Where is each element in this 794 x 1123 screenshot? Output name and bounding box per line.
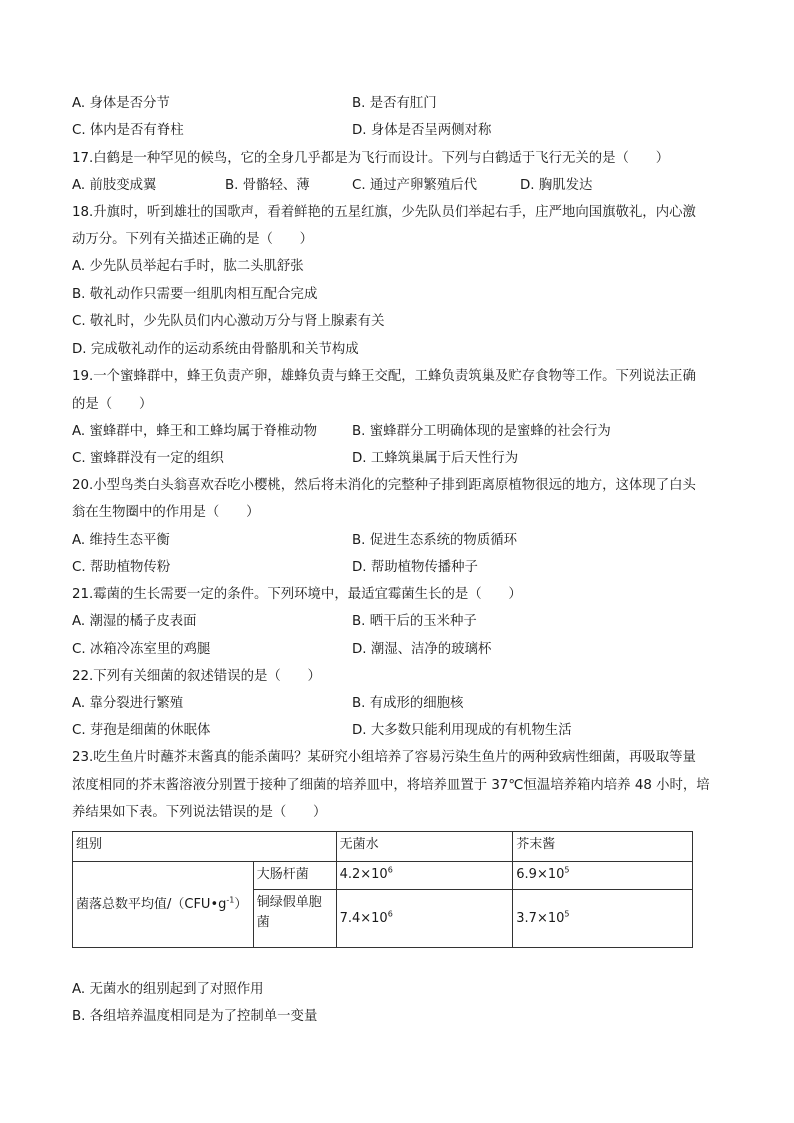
q17-option-a: A. 前肢变成翼 — [72, 178, 157, 193]
table-bacteria-1: 大肠杆菌 — [253, 862, 336, 890]
table-row-label: 菌落总数平均值$/(CFU•g^{-1})$ — [73, 862, 254, 948]
q23-option-b: B. 各组培养温度相同是为了控制单一变量 — [72, 1009, 318, 1024]
q17-option-c: C. 通过产卵繁殖后代 — [352, 178, 477, 193]
q17-option-b: B. 骨骼轻、薄 — [225, 178, 310, 193]
q19-stem-line2: 的是（ ） — [72, 397, 153, 412]
q19-option-c: C. 蜜蜂群没有一定的组织 — [72, 451, 224, 466]
table-header-water: 无菌水 — [336, 832, 513, 862]
q16-option-a: A. 身体是否分节 — [72, 96, 170, 111]
q19-option-d: D. 工蜂筑巢属于后天性行为 — [352, 451, 519, 466]
q20-option-a: A. 维持生态平衡 — [72, 533, 170, 548]
q20-option-c: C. 帮助植物传粉 — [72, 560, 171, 575]
table-cell-bact2-water: $7.4\times 10^6$ — [336, 890, 513, 948]
q23-stem-line1: 23.吃生鱼片时蘸芥末酱真的能杀菌吗？某研究小组培养了容易污染生鱼片的两种致病性细菌，再吸取等量 — [72, 750, 696, 765]
q19-option-a: A. 蜜蜂群中，蜂王和工蜂均属于脊椎动物 — [72, 424, 318, 439]
q21-option-d: D. 潮湿、洁净的玻璃杯 — [352, 642, 492, 657]
q20-stem-line1: 20.小型鸟类白头翁喜欢吞吃小樱桃，然后将未消化的完整种子排到距离原植物很远的地方，这体现了白头 — [72, 478, 696, 493]
q18-option-c: C. 敬礼时，少先队员们内心激动万分与肾上腺素有关 — [72, 314, 385, 329]
q22-option-c: C. 芽孢是细菌的休眠体 — [72, 723, 211, 738]
q21-option-c: C. 冰箱冷冻室里的鸡腿 — [72, 642, 211, 657]
q20-option-d: D. 帮助植物传播种子 — [352, 560, 478, 575]
q19-stem-line1: 19.一个蜜蜂群中，蜂王负责产卵，雄蜂负责与蜂王交配，工蜂负责筑巢及贮存食物等工作。下列说法正确 — [72, 369, 696, 384]
q16-option-b: B. 是否有肛门 — [352, 96, 437, 111]
q23-option-a: A. 无菌水的组别起到了对照作用 — [72, 982, 264, 997]
table-cell-bact2-mustard: $3.7\times 10^5$ — [513, 890, 693, 948]
results-table — [72, 831, 693, 948]
q18-stem-line2: 动万分。下列有关描述正确的是（ ） — [72, 232, 314, 247]
q18-stem-line1: 18.升旗时，听到雄壮的国歌声，看着鲜艳的五星红旗，少先队员们举起右手，庄严地向国旗敬礼，内心激 — [72, 205, 696, 220]
table-cell-bact1-mustard: $6.9\times 10^5$ — [513, 862, 693, 890]
table-cell-bact1-water: $4.2\times 10^6$ — [336, 862, 513, 890]
table-bacteria-2: 铜绿假单胞 菌 — [253, 890, 336, 948]
q17-option-d: D. 胸肌发达 — [520, 178, 593, 193]
q16-option-c: C. 体内是否有脊柱 — [72, 123, 184, 138]
table-header-mustard: 芥末酱 — [513, 832, 693, 862]
q16-option-d: D. 身体是否呈两侧对称 — [352, 123, 492, 138]
q22-stem: 22.下列有关细菌的叙述错误的是（ ） — [72, 669, 321, 684]
q23-stem-line3: 养结果如下表。下列说法错误的是（ ） — [72, 805, 327, 820]
q19-option-b: B. 蜜蜂群分工明确体现的是蜜蜂的社会行为 — [352, 424, 611, 439]
q22-option-a: A. 靠分裂进行繁殖 — [72, 696, 184, 711]
q21-stem: 21.霉菌的生长需要一定的条件。下列环境中，最适宜霉菌生长的是（ ） — [72, 587, 522, 602]
q18-option-a: A. 少先队员举起右手时，肱二头肌舒张 — [72, 259, 304, 274]
q17-stem: 17.白鹤是一种罕见的候鸟，它的全身几乎都是为飞行而设计。下列与白鹤适于飞行无关的是（ ） — [72, 151, 670, 166]
q20-option-b: B. 促进生态系统的物质循环 — [352, 533, 517, 548]
table-header-group: 组别 — [73, 832, 337, 862]
q21-option-a: A. 潮湿的橘子皮表面 — [72, 614, 197, 629]
q22-option-b: B. 有成形的细胞核 — [352, 696, 464, 711]
q23-stem-line2: 浓度相同的芥末酱溶液分别置于接种了细菌的培养皿中，将培养皿置于 37℃恒温培养箱内培养 48 小时，培 — [72, 778, 710, 793]
q21-option-b: B. 晒干后的玉米种子 — [352, 614, 477, 629]
q18-option-b: B. 敬礼动作只需要一组肌肉相互配合完成 — [72, 287, 318, 302]
q18-option-d: D. 完成敬礼动作的运动系统由骨骼肌和关节构成 — [72, 342, 359, 357]
q22-option-d: D. 大多数只能利用现成的有机物生活 — [352, 723, 572, 738]
q20-stem-line2: 翁在生物圈中的作用是（ ） — [72, 505, 260, 520]
